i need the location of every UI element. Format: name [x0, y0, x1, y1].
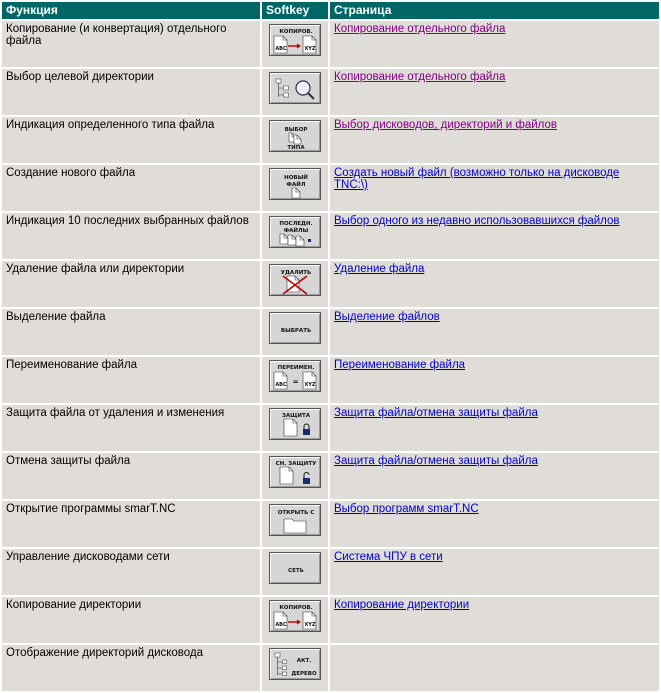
softkey-label-text: СН. ЗАЩИТУ [275, 461, 317, 467]
function-cell: Удаление файла или директории [2, 261, 260, 307]
page-link[interactable]: Защита файла/отмена защиты файла [334, 455, 538, 467]
table-row [2, 501, 659, 547]
softkey-label-text: ОТКРЫТЬ С [277, 510, 315, 516]
page-link[interactable]: Переименование файла [334, 359, 466, 371]
softkey-label-text: ПЕРЕИМЕН. [277, 365, 315, 371]
function-cell: Создание нового файла [2, 165, 260, 211]
table-row [2, 549, 659, 595]
table-row [2, 69, 659, 115]
softkey-label-text: УДАЛИТЬ [280, 270, 312, 276]
page-cell [330, 501, 659, 547]
copy-directory-softkey-icon[interactable] [269, 600, 321, 632]
header-softkey: Softkey [262, 2, 328, 19]
tree-softkey-icon[interactable] [269, 648, 321, 680]
softkey-cell [262, 165, 328, 211]
table-row [2, 405, 659, 451]
softkey-cell [262, 309, 328, 355]
last-files-softkey-icon[interactable] [269, 216, 321, 248]
function-cell: Копирование директории [2, 597, 260, 643]
softkey-label-text: ВЫБОР [284, 127, 308, 133]
function-cell: Переименование файла [2, 357, 260, 403]
softkey-label-text: ABC [275, 46, 287, 52]
softkey-label-text: ФАЙЛ [286, 182, 306, 188]
softkey-cell [262, 501, 328, 547]
function-cell: Индикация определенного типа файла [2, 117, 260, 163]
softkey-cell [262, 597, 328, 643]
table-header-row [2, 2, 659, 19]
protect-softkey-icon[interactable] [269, 408, 321, 440]
softkey-label-text: ТИПА [287, 145, 305, 151]
softkey-cell [262, 453, 328, 499]
softkey-cell [262, 213, 328, 259]
mark-softkey-icon[interactable] [269, 312, 321, 344]
softkey-label-text: = [292, 378, 299, 386]
function-cell: Отображение директорий дисковода [2, 645, 260, 691]
function-cell: Защита файла от удаления и изменения [2, 405, 260, 451]
page-cell [330, 357, 659, 403]
softkey-label-text: НОВЫЙ [284, 175, 308, 181]
page-link[interactable]: Выбор дисководов, директорий и файлов [334, 119, 557, 131]
function-cell: Открытие программы smarT.NC [2, 501, 260, 547]
select-directory-softkey-icon[interactable] [269, 72, 321, 104]
table-row [2, 21, 659, 67]
page-link[interactable]: Копирование директории [334, 599, 470, 611]
page-cell [330, 309, 659, 355]
softkey-label-text: КОПИРОВ. [279, 29, 313, 35]
function-cell: Выбор целевой директории [2, 69, 260, 115]
page-link[interactable]: Выбор программ smarT.NC [334, 503, 479, 515]
new-file-softkey-icon[interactable] [269, 168, 321, 200]
softkey-label-text: СЕТЬ [288, 568, 304, 574]
softkey-label-text: ФАЙЛЫ [283, 228, 309, 234]
page-cell [330, 261, 659, 307]
page-link[interactable]: Система ЧПУ в сети [334, 551, 443, 563]
softkey-label-text: ВЫБРАТЬ [280, 328, 312, 334]
table-row [2, 453, 659, 499]
table-row [2, 309, 659, 355]
page-cell [330, 21, 659, 67]
softkey-label-text: XYZ [304, 46, 316, 52]
softkey-label-text: АКТ. [296, 658, 312, 664]
softkey-label-text: ДЕРЕВО [291, 671, 317, 677]
page-cell [330, 597, 659, 643]
softkey-cell [262, 645, 328, 691]
page-cell [330, 69, 659, 115]
table-row [2, 645, 659, 691]
table-row [2, 117, 659, 163]
unprotect-softkey-icon[interactable] [269, 456, 321, 488]
page-cell [330, 549, 659, 595]
table-row [2, 165, 659, 211]
function-cell: Выделение файла [2, 309, 260, 355]
softkey-cell [262, 549, 328, 595]
rename-softkey-icon[interactable] [269, 360, 321, 392]
page-cell [330, 213, 659, 259]
page-link[interactable]: Создать новый файл (возможно только на дисководе TNC:\) [334, 167, 620, 191]
page-cell [330, 453, 659, 499]
page-link[interactable]: Удаление файла [334, 263, 425, 275]
table-row [2, 357, 659, 403]
softkey-label-text: КОПИРОВ. [279, 605, 313, 611]
softkey-label-text: ЗАЩИТА [281, 413, 311, 419]
softkey-cell [262, 405, 328, 451]
page-link[interactable]: Выделение файлов [334, 311, 440, 323]
page-link[interactable]: Защита файла/отмена защиты файла [334, 407, 538, 419]
page-link[interactable]: Копирование отдельного файла [334, 71, 506, 83]
header-function: Функция [2, 2, 260, 19]
function-cell: Индикация 10 последних выбранных файлов [2, 213, 260, 259]
page-link[interactable]: Копирование отдельного файла [334, 23, 506, 35]
select-type-softkey-icon[interactable] [269, 120, 321, 152]
page-cell [330, 165, 659, 211]
page-cell [330, 117, 659, 163]
network-softkey-icon[interactable] [269, 552, 321, 584]
header-page: Страница [330, 2, 659, 19]
function-cell: Копирование (и конвертация) отдельного файла [2, 21, 260, 67]
copy-file-softkey-icon[interactable] [269, 24, 321, 56]
page-link[interactable]: Выбор одного из недавно использовавшихся файлов [334, 215, 620, 227]
softkey-label-text: XYZ [304, 622, 316, 628]
softkey-label-text: ПОСЛЕДН. [279, 221, 313, 227]
function-cell: Управление дисководами сети [2, 549, 260, 595]
table-row [2, 597, 659, 643]
page-cell [330, 405, 659, 451]
open-with-softkey-icon[interactable] [269, 504, 321, 536]
softkey-cell [262, 69, 328, 115]
softkey-cell [262, 117, 328, 163]
table-row [2, 213, 659, 259]
function-cell: Отмена защиты файла [2, 453, 260, 499]
softkey-cell [262, 261, 328, 307]
delete-softkey-icon[interactable] [269, 264, 321, 296]
softkey-label-text: XYZ [304, 382, 316, 388]
softkey-cell [262, 21, 328, 67]
table-row [2, 261, 659, 307]
softkey-label-text: ABC [275, 382, 287, 388]
page-cell [330, 645, 659, 691]
softkey-label-text: ABC [275, 622, 287, 628]
softkey-cell [262, 357, 328, 403]
